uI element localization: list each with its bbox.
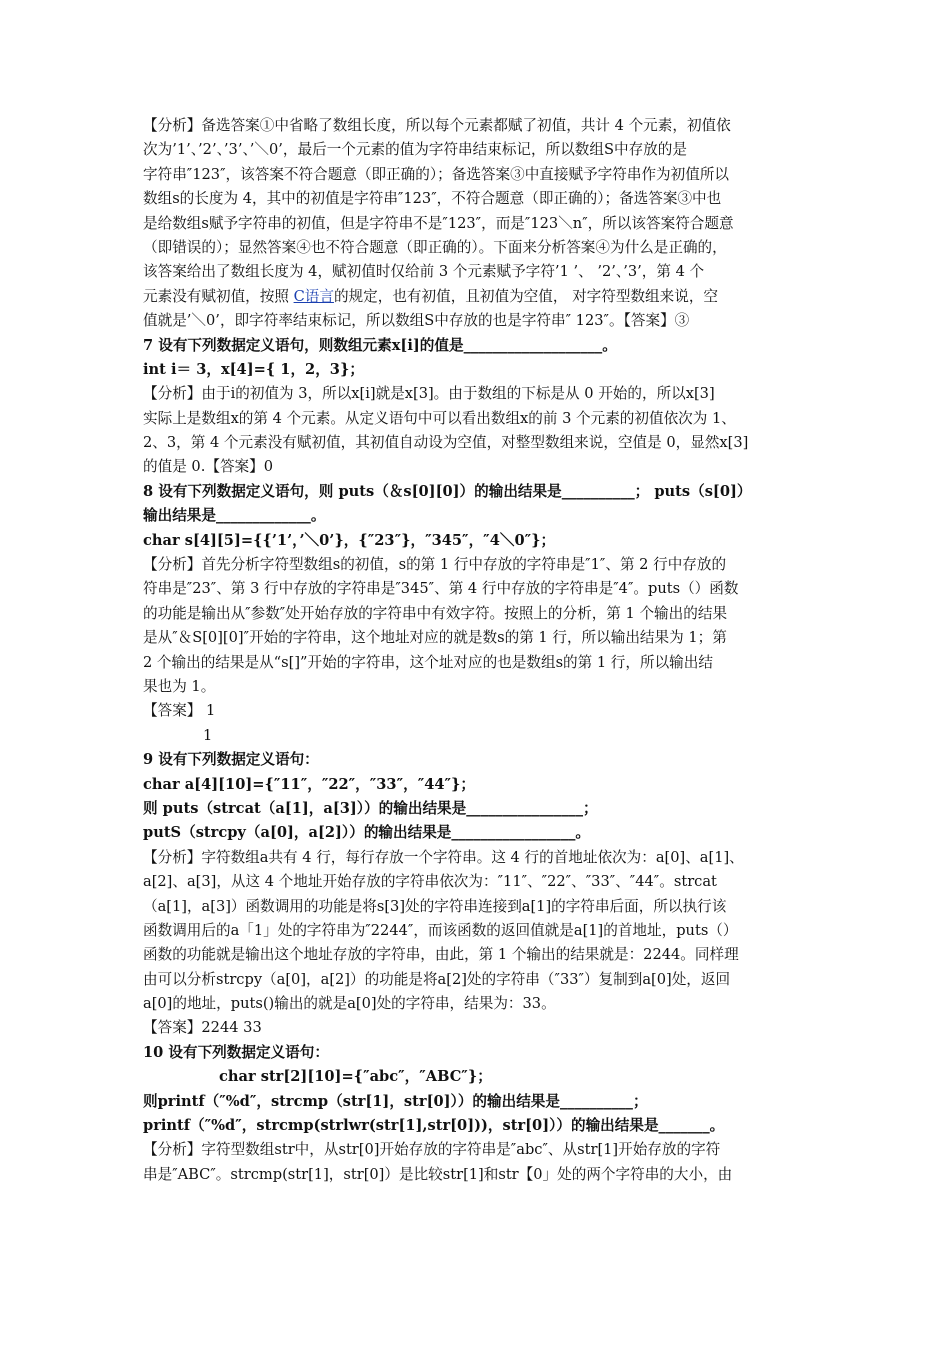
text-line: 是给数组s赋予字符串的初值，但是字符串不是″123″，而是″123＼n″，所以该答案符合题意 xyxy=(143,214,734,232)
text-line: 10 设有下列数据定义语句： xyxy=(143,1043,329,1061)
text-line: 数组s的长度为 4，其中的初值是字符串″123″，不符合题意（即正确的）；备选答案③中也 xyxy=(143,190,722,208)
text-line: char a[4][10]={″11″，″22″，″33″，″44″}； xyxy=(143,775,476,793)
text-line: 果也为 1。 xyxy=(143,677,216,695)
text-line: 9 设有下列数据定义语句： xyxy=(143,751,319,769)
text-line: 次为’1’、’2’、’3’、’＼0’，最后一个元素的值为字符串结束标记，所以数组S中存放的是 xyxy=(143,141,687,159)
text-line: 是从″＆S[0][0]″开始的字符串，这个地址对应的就是数s的第 1 行，所以输出结果为 1；第 xyxy=(143,629,727,647)
text-line: 由可以分析strcpy（a[0]，a[2]）的功能是将a[2]处的字符串（″33″）复制到a[0]处，返回 xyxy=(143,970,731,988)
text-line: char s[4][5]={{’1’，’＼0’}，{″23″}，″345″，″4＼0″}； xyxy=(143,531,556,549)
text-line: 符串是″23″、第 3 行中存放的字符串是″345″、第 4 行中存放的字符串是″4″。puts（）函数 xyxy=(143,580,739,598)
text-line: 则printf（″%d″，strcmp（str[1]，str[0]））的输出结果是__________； xyxy=(143,1092,648,1110)
text-line: 字符串″123″，该答案不符合题意（即正确的）；备选答案③中直接赋予字符串作为初值所以 xyxy=(143,165,730,183)
text-line: 值就是’＼0’，即字符率结束标记，所以数组S中存放的也是字符串″ 123″。【答案】③ xyxy=(143,312,690,330)
c-language-link[interactable]: C语言 xyxy=(293,287,334,305)
text-line: 2 个输出的结果是从“s[]”开始的字符串，这个址对应的也是数组s的第 1 行，所以输出结 xyxy=(143,653,713,671)
text-line: 的功能是输出从″参数″处开始存放的字符串中有效字符。按照上的分析，第 1 个输出的结果 xyxy=(143,604,728,622)
text-line: 7 设有下列数据定义语句，则数组元素x[i]的值是___________________。 xyxy=(143,336,617,354)
line-text: 的规定，也有初值，且初值为空值， 对字符型数组来说，空 xyxy=(333,287,719,305)
text-line: （a[1]，a[3]）函数调用的功能是将s[3]处的字符串连接到a[1]的字符串后面，所以执行该 xyxy=(143,897,727,915)
text-line: 【答案】 1 xyxy=(143,702,216,720)
text-line: 1 xyxy=(203,726,213,744)
text-line: 【分析】首先分析字符型数组s的初值，s的第 1 行中存放的字符串是″1″、第 2 行中存放的 xyxy=(143,556,727,574)
text-line: printf（″%d″，strcmp(strlwr(str[1],str[0]))，str[0]））的输出结果是_______。 xyxy=(143,1117,725,1135)
text-line: 则 puts（strcat（a[1]，a[3]））的输出结果是________________； xyxy=(143,799,598,817)
text-line: 【分析】由于i的初值为 3，所以x[i]就是x[3]。由于数组的下标是从 0 开始的，所以x[3] xyxy=(143,385,715,403)
text-line: 输出结果是_____________。 xyxy=(143,507,326,525)
text-line: 【答案】2244 33 xyxy=(143,1019,262,1037)
text-line: 的值是 0.【答案】0 xyxy=(143,458,274,476)
text-line xyxy=(143,285,813,309)
text-line: 2、3，第 4 个元素没有赋初值，其初值自动设为空值，对整型数组来说，空值是 0，显然x[3] xyxy=(143,434,749,452)
text-line: a[0]的地址，puts()输出的就是a[0]处的字符串，结果为：33。 xyxy=(143,995,556,1013)
text-line: 【分析】字符数组a共有 4 行，每行存放一个字符串。这 4 行的首地址依次为：a[0]、a[1]、 xyxy=(143,848,744,866)
text-line: 函数的功能就是输出这个地址存放的字符串，由此，第 1 个输出的结果就是：2244。同样理 xyxy=(143,946,739,964)
text-line: 串是″ABC″。strcmp(str[1]，str[0]）是比较str[1]和str【0」处的两个字符串的大小，由 xyxy=(143,1165,733,1183)
text-line: 8 设有下列数据定义语句，则 puts（＆s[0][0]）的输出结果是__________； puts（s[0]） xyxy=(143,482,752,500)
text-line: 【分析】备选答案①中省略了数组长度，所以每个元素都赋了初值，共计 4 个元素，初值依 xyxy=(143,117,731,134)
text-line: char str[2][10]={″abc″，″ABC″}； xyxy=(219,1068,492,1086)
text-line: int i＝ 3，x[4]={ 1，2，3}； xyxy=(143,360,364,378)
text-line: 函数调用后的a「1」处的字符串为″2244″，而该函数的返回值就是a[1]的首地址，puts（） xyxy=(143,921,738,939)
line-text: 元素没有赋初值，按照 xyxy=(143,287,294,305)
text-line: 实际上是数组x的第 4 个元素。从定义语句中可以看出数组x的前 3 个元素的初值依次为 1、 xyxy=(143,409,736,427)
text-line: 【分析】字符型数组str中，从str[0]开始存放的字符串是″abc″、从str[1]开始存放的字符 xyxy=(143,1141,721,1159)
text-line: putS（strcpy（a[0]，a[2]））的输出结果是_________________。 xyxy=(143,824,591,842)
document-body xyxy=(143,114,813,1187)
text-line: （即错误的）；显然答案④也不符合题意（即正确的）。下面来分析答案④为什么是正确的， xyxy=(143,238,727,256)
text-line: 该答案给出了数组长度为 4，赋初值时仅给前 3 个元素赋予字符’1 ’、 ’2’、’3’，第 4 个 xyxy=(143,263,705,281)
text-line: a[2]、a[3]，从这 4 个地址开始存放的字符串依次为：″11″、″22″、″33″、″44″。strcat xyxy=(143,873,717,891)
